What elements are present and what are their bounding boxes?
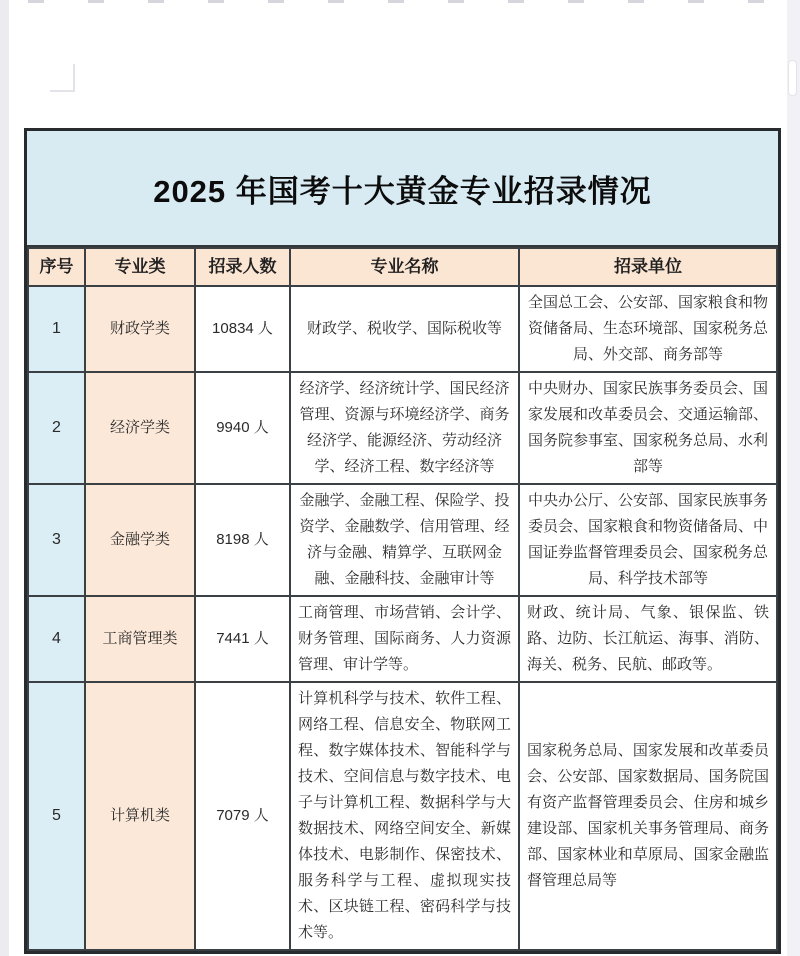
row-category: 金融学类 [85,484,195,596]
row-index: 1 [28,286,85,372]
col-header-category: 专业类 [85,248,195,286]
row-index: 3 [28,484,85,596]
row-category: 工商管理类 [85,596,195,682]
poster-table [24,128,781,954]
row-category: 经济学类 [85,372,195,484]
recruit-table [27,247,778,951]
row-count: 8198 人 [195,484,290,596]
row-index: 5 [28,682,85,950]
page-title: 2025 年国考十大黄金专业招录情况 [27,131,778,247]
row-units: 全国总工会、公安部、国家粮食和物资储备局、生态环境部、国家税务总局、外交部、商务部等 [519,286,777,372]
crop-corner-mark-top [50,64,75,92]
row-units: 国家税务总局、国家发展和改革委员会、公安部、国家数据局、国务院国有资产监督管理委员会、住房和城乡建设部、国家机关事务管理局、商务部、国家林业和草原局、国家金融监督管理总局等 [519,682,777,950]
col-header-units: 招录单位 [519,248,777,286]
row-majors: 财政学、税收学、国际税收等 [290,286,519,372]
viewer-left-edge [0,0,9,956]
table-row [28,682,777,950]
row-count: 7079 人 [195,682,290,950]
row-count: 10834 人 [195,286,290,372]
row-count: 7441 人 [195,596,290,682]
table-row [28,596,777,682]
row-units: 中央办公厅、公安部、国家民族事务委员会、国家粮食和物资储备局、中国证券监督管理委员会、国家税务总局、科学技术部等 [519,484,777,596]
row-index: 2 [28,372,85,484]
row-units: 中央财办、国家民族事务委员会、国家发展和改革委员会、交通运输部、国务院参事室、国家税务总局、水利部等 [519,372,777,484]
row-majors: 计算机科学与技术、软件工程、网络工程、信息安全、物联网工程、数字媒体技术、智能科学与技术、空间信息与数字技术、电子与计算机工程、数据科学与大数据技术、网络空间安全、新媒体技术、电影制作、保密技术、服务科学与工程、虚拟现实技术、区块链工程、密码科学与技术等。 [290,682,519,950]
col-header-majors: 专业名称 [290,248,519,286]
row-index: 4 [28,596,85,682]
col-header-count: 招录人数 [195,248,290,286]
row-majors: 金融学、金融工程、保险学、投资学、金融数学、信用管理、经济与金融、精算学、互联网金融、金融科技、金融审计等 [290,484,519,596]
row-units: 财政、统计局、气象、银保监、铁路、边防、长江航运、海事、消防、海关、税务、民航、邮政等。 [519,596,777,682]
selection-dash-border [28,0,768,3]
row-majors: 工商管理、市场营销、会计学、财务管理、国际商务、人力资源管理、审计学等。 [290,596,519,682]
row-count: 9940 人 [195,372,290,484]
table-row [28,484,777,596]
row-majors: 经济学、经济统计学、国民经济管理、资源与环境经济学、商务经济学、能源经济、劳动经济学、经济工程、数字经济等 [290,372,519,484]
table-row [28,372,777,484]
col-header-index: 序号 [28,248,85,286]
scrollbar-thumb[interactable] [788,60,797,96]
viewer-right-edge [787,0,800,956]
table-header-row [28,248,777,286]
table-row [28,286,777,372]
row-category: 计算机类 [85,682,195,950]
row-category: 财政学类 [85,286,195,372]
